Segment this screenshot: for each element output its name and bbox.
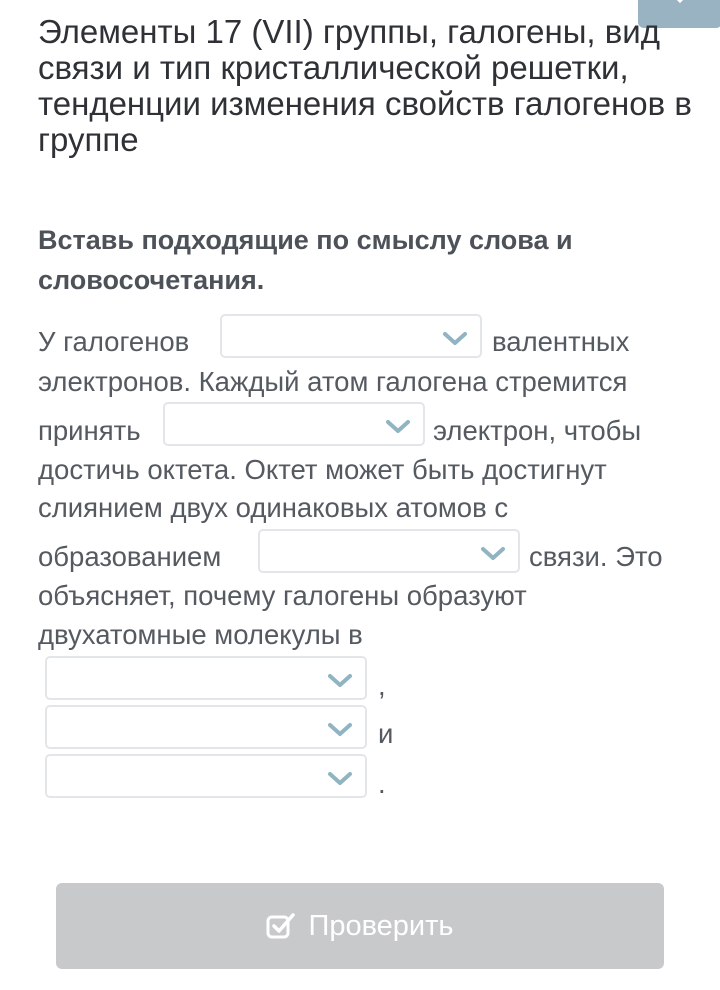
text-segment: . — [378, 768, 386, 799]
page-title: Элементы 17 (VII) группы, галогены, вид связи и тип кристаллической решетки, тенденции изменения свойств галогенов в группе — [38, 13, 692, 158]
text-segment: достичь октета. Октет может быть достигнут — [38, 454, 607, 485]
text-segment: , — [378, 670, 386, 701]
text-segment: электронов. Каждый атом галогена стремится — [38, 366, 628, 397]
text-segment: связи. Это — [529, 541, 663, 572]
close-icon — [672, 0, 688, 8]
checkbox-icon — [266, 912, 296, 940]
text-segment: У галогенов — [38, 326, 190, 357]
answer-dropdown-6[interactable] — [45, 754, 367, 798]
chevron-down-icon — [327, 771, 353, 787]
chevron-down-icon — [327, 722, 353, 738]
check-button[interactable] — [56, 883, 664, 969]
answer-dropdown-3[interactable] — [258, 529, 520, 573]
task-instruction: Вставь подходящие по смыслу слова и словосочетания. — [38, 225, 573, 295]
text-segment: и — [378, 718, 394, 749]
answer-dropdown-4[interactable] — [45, 656, 367, 700]
text-segment: образованием — [38, 541, 222, 572]
text-segment: электрон, чтобы — [433, 415, 642, 446]
answer-dropdown-5[interactable] — [45, 705, 367, 749]
text-segment: валентных — [492, 326, 630, 357]
answer-dropdown-1[interactable] — [220, 314, 482, 358]
check-button-label: Проверить — [308, 909, 454, 942]
chevron-down-icon — [327, 673, 353, 689]
answer-dropdown-2[interactable] — [163, 402, 425, 446]
text-segment: объясняет, почему галогены образуют — [38, 580, 527, 611]
chevron-down-icon — [480, 546, 506, 562]
chevron-down-icon — [385, 419, 411, 435]
text-segment: принять — [38, 415, 141, 446]
chevron-down-icon — [442, 331, 468, 347]
text-segment: слиянием двух одинаковых атомов с — [38, 492, 509, 523]
text-segment: двухатомные молекулы в — [38, 619, 363, 650]
